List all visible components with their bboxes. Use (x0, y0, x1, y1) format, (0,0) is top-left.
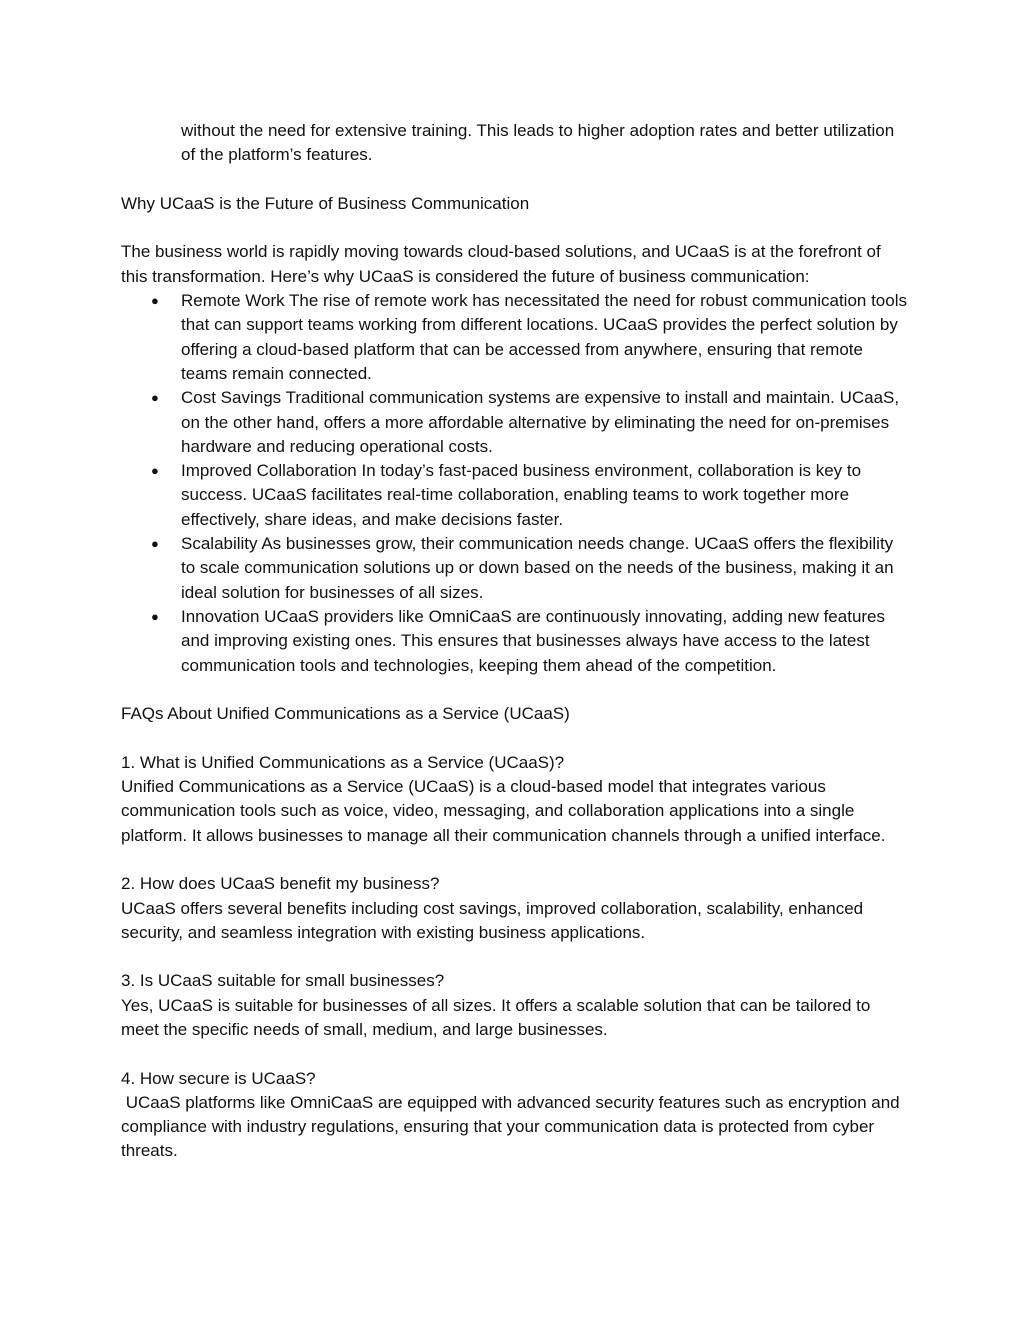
faq-item (121, 969, 911, 1042)
faq-answer: Yes, UCaaS is suitable for businesses of all sizes. It offers a scalable solution that can be tailored to meet the specific needs of small, medium, and large businesses. (121, 995, 871, 1039)
list-item (121, 289, 911, 386)
future-section-heading: Why UCaaS is the Future of Business Communication (121, 193, 530, 213)
list-item (121, 386, 911, 459)
spacer (121, 216, 911, 240)
bullet-icon: ● (151, 608, 159, 624)
faq-question: 2. How does UCaaS benefit my business? (121, 874, 440, 894)
list-item (121, 605, 911, 678)
faq-answer: UCaaS platforms like OmniCaaS are equipped with advanced security features such as encryption and compliance with industry regulations, ensuring that your communication data is protected from cyber threats. (121, 1092, 905, 1161)
faq-answer: Unified Communications as a Service (UCaaS) is a cloud-based model that integrates various communication tools such as voice, video, messaging, and collaboration applications into a single platform. It allows businesses to manage all their communication channels through a unified interface. (121, 777, 886, 845)
spacer (121, 168, 911, 192)
faq-section-heading: FAQs About Unified Communications as a Service (UCaaS) (121, 704, 570, 724)
faq-answer: UCaaS offers several benefits including cost savings, improved collaboration, scalability, enhanced security, and seamless integration with existing business applications. (121, 898, 864, 942)
future-section-intro: The business world is rapidly moving towards cloud-based solutions, and UCaaS is at the forefront of this transformation. Here’s why UCaaS is considered the future of business communication: (121, 242, 881, 286)
spacer (121, 945, 911, 969)
faq-question: 1. What is Unified Communications as a Service (UCaaS)? (121, 752, 565, 772)
bullet-icon: ● (151, 390, 159, 406)
spacer (121, 726, 911, 750)
list-item-text: Innovation UCaaS providers like OmniCaaS are continuously innovating, adding new features and improving existing ones. This ensures that businesses always have access to the latest communication tools and technologies, keeping them ahead of the competition. (181, 606, 886, 675)
faq-item (121, 751, 911, 848)
future-reasons-list (121, 289, 911, 678)
spacer (121, 848, 911, 872)
list-item (121, 532, 911, 605)
faq-question: 3. Is UCaaS suitable for small businesses? (121, 971, 445, 991)
bullet-icon: ● (151, 536, 159, 552)
spacer (121, 1042, 911, 1066)
list-item-text: Improved Collaboration In today’s fast-paced business environment, collaboration is key to success. UCaaS facilitates real-time collaboration, enabling teams to work together more effectively, share ideas, and make decisions faster. (181, 461, 862, 529)
spacer (121, 678, 911, 702)
bullet-icon: ● (151, 463, 159, 479)
bullet-icon: ● (151, 293, 159, 309)
document-page (121, 119, 911, 1164)
list-item-text: Scalability As businesses grow, their communication needs change. UCaaS offers the flexibility to scale communication solutions up or down based on the needs of the business, making it an ideal solution for businesses of all sizes. (181, 534, 894, 602)
faq-item (121, 1067, 911, 1164)
faq-question: 4. How secure is UCaaS? (121, 1068, 316, 1088)
list-item (121, 459, 911, 532)
list-item-text: Cost Savings Traditional communication systems are expensive to install and maintain. UCaaS, on the other hand, offers a more affordable alternative by eliminating the need for on-premises hardware and reducing operational costs. (181, 388, 900, 456)
intro-continuation-paragraph: without the need for extensive training. This leads to higher adoption rates and better utilization of the platform’s features. (181, 121, 895, 165)
faq-item (121, 872, 911, 945)
list-item-text: Remote Work The rise of remote work has necessitated the need for robust communication tools that can support teams working from different locations. UCaaS provides the perfect solution by offering a cloud-based platform that can be accessed from anywhere, ensuring that remote teams remain connected. (181, 291, 907, 383)
